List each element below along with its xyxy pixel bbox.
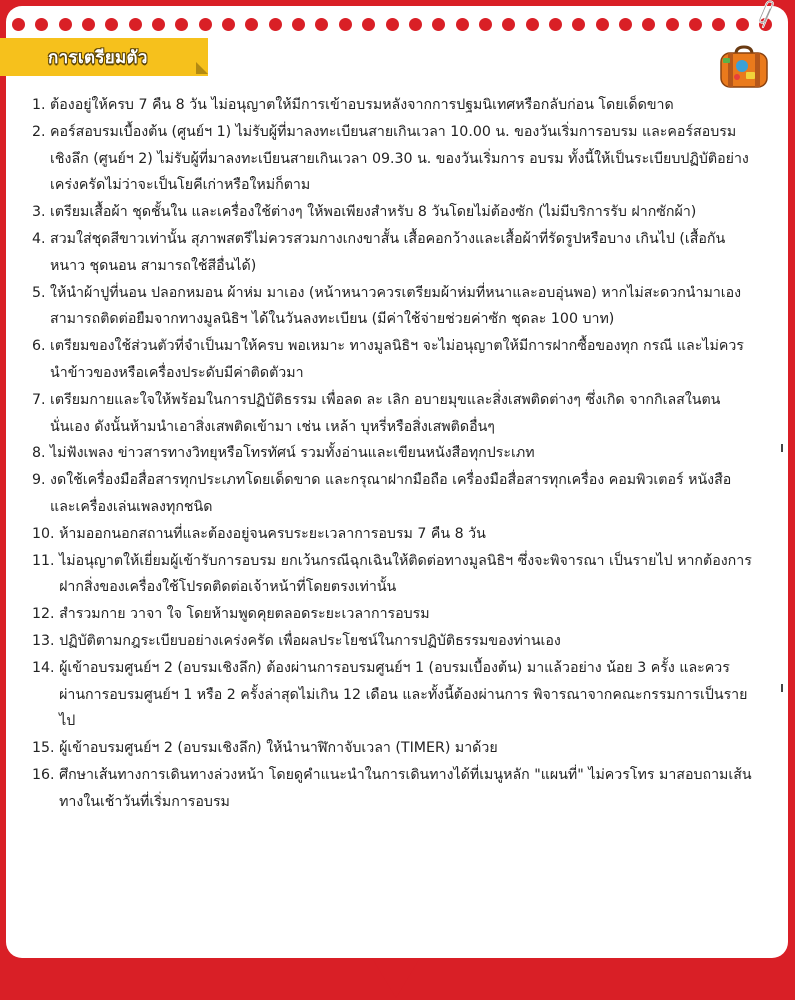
item-text: คอร์สอบรมเบื้องต้น (ศูนย์ฯ 1) ไม่รับผู้ที่มาลงทะเบียนสายเกินเวลา 10.00 น. ของวันเริ่มการอบรม และคอร์สอบรมเชิงลึก (ศูนย์ฯ 2) ไม่รับผู้ที่มาลงทะเบียนสายเกินเวลา 09.30 น. ของวันเริ่มการ อบรม ทั้งนี้ให้เป็นระเบียบปฏิบัติอย่างเคร่งครัดไม่ว่าจะเป็นโยคีเก่าหรือใหม่ก็ตาม bbox=[50, 123, 749, 194]
item-text: สวมใส่ชุดสีขาวเท่านั้น สุภาพสตรีไม่ควรสวมกางเกงขาสั้น เสื้อคอกว้างและเสื้อผ้าที่รัดรูปหรือบาง เกินไป (เสื้อกันหนาว ชุดนอน สามารถใช้สีอื่นได้) bbox=[50, 230, 726, 274]
list-item bbox=[32, 467, 752, 521]
border-dot bbox=[596, 18, 609, 31]
border-dot bbox=[292, 18, 305, 31]
item-number: 8. bbox=[32, 445, 51, 462]
list-item bbox=[32, 440, 752, 467]
border-dot bbox=[619, 18, 632, 31]
border-dot bbox=[175, 18, 188, 31]
border-dot bbox=[572, 18, 585, 31]
border-dot bbox=[736, 18, 749, 31]
border-dot bbox=[386, 18, 399, 31]
border-dot bbox=[82, 18, 95, 31]
item-number: 4. bbox=[32, 230, 51, 247]
banner-fold bbox=[196, 62, 208, 74]
edge-mark bbox=[781, 684, 783, 692]
list-item bbox=[32, 521, 752, 548]
item-text: เตรียมกายและใจให้พร้อมในการปฏิบัติธรรม เพื่อลด ละ เลิก อบายมุขและสิ่งเสพติดต่างๆ ซึ่งเกิด จากกิเลสในตนนั่นเอง ดังนั้นห้ามนำเอาสิ่งเสพติดเข้ามา เช่น เหล้า บุหรี่หรือสิ่งเสพติดอื่นๆ bbox=[50, 391, 721, 435]
paperclip-icon bbox=[757, 0, 777, 30]
border-dot bbox=[549, 18, 562, 31]
bottom-arrow-pointer bbox=[372, 958, 420, 998]
item-text: ห้ามออกนอกสถานที่และต้องอยู่จนครบระยะเวลาการอบรม 7 คืน 8 วัน bbox=[59, 525, 486, 542]
item-text: งดใช้เครื่องมือสื่อสารทุกประเภทโดยเด็ดขาด และกรุณาฝากมือถือ เครื่องมือสื่อสารทุกเครื่อง คอมพิวเตอร์ หนังสือ และเครื่องเล่นเพลงทุกชนิด bbox=[50, 472, 732, 515]
item-text: ไม่ฟังเพลง ข่าวสารทางวิทยุหรือโทรทัศน์ รวมทั้งอ่านและเขียนหนังสือทุกประเภท bbox=[50, 445, 535, 462]
list-item bbox=[32, 628, 752, 655]
item-text: ผู้เข้าอบรมศูนย์ฯ 2 (อบรมเชิงลึก) ให้นำนาฬิกาจับเวลา (TIMER) มาด้วย bbox=[59, 740, 498, 757]
item-text: ผู้เข้าอบรมศูนย์ฯ 2 (อบรมเชิงลึก) ต้องผ่านการอบรมศูนย์ฯ 1 (อบรมเบื้องต้น) มาแล้วอย่าง น้อย 3 ครั้ง และควรผ่านการอบรมศูนย์ฯ 1 หรือ 2 ครั้งล่าสุดไม่เกิน 12 เดือน และทั้งนี้ต้องผ่านการ พิจารณาจากคณะกรรมการเป็นรายไป bbox=[59, 659, 748, 730]
list-item bbox=[32, 226, 752, 280]
item-number: 3. bbox=[32, 204, 51, 221]
list-item bbox=[32, 762, 752, 816]
list-item bbox=[32, 601, 752, 628]
border-dot bbox=[432, 18, 445, 31]
item-number: 10. bbox=[32, 525, 60, 542]
list-item bbox=[32, 119, 752, 199]
suitcase-icon bbox=[718, 44, 770, 90]
dot-border bbox=[12, 17, 772, 31]
border-dot bbox=[105, 18, 118, 31]
border-dot bbox=[315, 18, 328, 31]
list-item bbox=[32, 280, 752, 334]
item-text: เตรียมเสื้อผ้า ชุดชั้นใน และเครื่องใช้ต่างๆ ให้พอเพียงสำหรับ 8 วันโดยไม่ต้องซัก (ไม่มีบริการรับ ฝากซักผ้า) bbox=[50, 204, 697, 221]
item-text: ศึกษาเส้นทางการเดินทางล่วงหน้า โดยดูคำแนะนำในการเดินทางได้ที่เมนูหลัก "แผนที่" ไม่ควรโทร มาสอบถามเส้นทางในเช้าวันที่เริ่มการอบรม bbox=[59, 766, 752, 810]
item-number: 2. bbox=[32, 123, 51, 140]
border-dot bbox=[712, 18, 725, 31]
item-number: 16. bbox=[32, 766, 60, 783]
item-text: ปฏิบัติตามกฎระเบียบอย่างเคร่งครัด เพื่อผลประโยชน์ในการปฏิบัติธรรมของท่านเอง bbox=[59, 632, 561, 649]
border-dot bbox=[35, 18, 48, 31]
item-number: 5. bbox=[32, 284, 51, 301]
list-item bbox=[32, 199, 752, 226]
item-text: ต้องอยู่ให้ครบ 7 คืน 8 วัน ไม่อนุญาตให้มีการเข้าอบรมหลังจากการปฐมนิเทศหรือกลับก่อน โดยเด็ดขาด bbox=[50, 97, 674, 113]
item-number: 9. bbox=[32, 472, 51, 489]
border-dot bbox=[362, 18, 375, 31]
preparation-list bbox=[32, 92, 752, 816]
item-number: 6. bbox=[32, 338, 51, 355]
border-dot bbox=[12, 18, 25, 31]
border-dot bbox=[689, 18, 702, 31]
list-item bbox=[32, 655, 752, 735]
page-title: การเตรียมตัว bbox=[48, 48, 148, 68]
border-dot bbox=[526, 18, 539, 31]
list-item bbox=[32, 333, 752, 387]
item-number: 1. bbox=[32, 97, 51, 113]
item-text: เตรียมของใช้ส่วนตัวที่จำเป็นมาให้ครบ พอเหมาะ ทางมูลนิธิฯ จะไม่อนุญาตให้มีการฝากซื้อของทุก กรณี และไม่ควรนำข้าวของหรือเครื่องประดับมีค่าติดตัวมา bbox=[50, 338, 744, 381]
list-item bbox=[32, 548, 752, 602]
border-dot bbox=[152, 18, 165, 31]
item-number: 15. bbox=[32, 740, 60, 757]
border-dot bbox=[456, 18, 469, 31]
item-number: 12. bbox=[32, 606, 60, 623]
list-item bbox=[32, 735, 752, 762]
item-number: 11. bbox=[32, 552, 60, 569]
list-item bbox=[32, 92, 752, 119]
border-dot bbox=[199, 18, 212, 31]
border-dot bbox=[222, 18, 235, 31]
item-number: 14. bbox=[32, 659, 60, 676]
border-dot bbox=[479, 18, 492, 31]
border-dot bbox=[245, 18, 258, 31]
list-item bbox=[32, 387, 752, 441]
item-text: ให้นำผ้าปูที่นอน ปลอกหมอน ผ้าห่ม มาเอง (หน้าหนาวควรเตรียมผ้าห่มที่หนาและอบอุ่นพอ) หากไม่สะดวกนำมาเอง สามารถติดต่อยืมจากทางมูลนิธิฯ ได้ในวันลงทะเบียน (มีค่าใช้จ่ายช่วยค่าซัก ชุดละ 100 บาท) bbox=[50, 284, 742, 328]
item-number: 7. bbox=[32, 391, 51, 408]
border-dot bbox=[59, 18, 72, 31]
border-dot bbox=[666, 18, 679, 31]
border-dot bbox=[269, 18, 282, 31]
border-dot bbox=[502, 18, 515, 31]
border-dot bbox=[409, 18, 422, 31]
border-dot bbox=[129, 18, 142, 31]
border-dot bbox=[339, 18, 352, 31]
edge-mark bbox=[781, 444, 783, 452]
item-text: ไม่อนุญาตให้เยี่ยมผู้เข้ารับการอบรม ยกเว้นกรณีฉุกเฉินให้ติดต่อทางมูลนิธิฯ ซึ่งจะพิจารณา เป็นรายไป หากต้องการฝากสิ่งของเครื่องใช้โปรดติดต่อเจ้าหน้าที่โดยตรงเท่านั้น bbox=[59, 552, 752, 596]
border-dot bbox=[642, 18, 655, 31]
item-number: 13. bbox=[32, 632, 60, 649]
item-text: สำรวมกาย วาจา ใจ โดยห้ามพูดคุยตลอดระยะเวลาการอบรม bbox=[59, 606, 430, 623]
